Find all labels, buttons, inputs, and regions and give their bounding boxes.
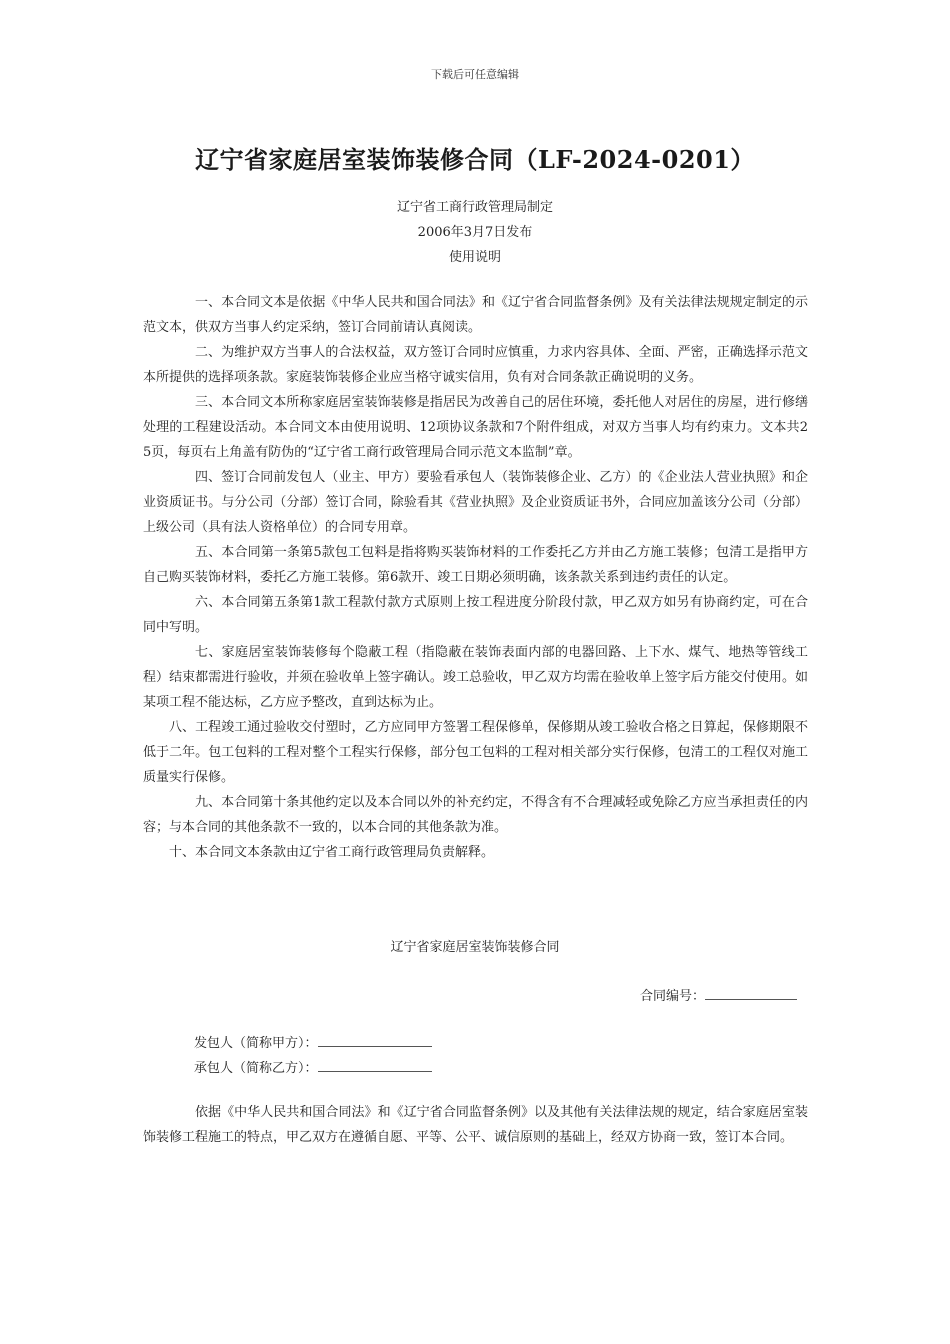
party-a-field [194,1032,432,1051]
contract-heading: 辽宁省家庭居室装饰装修合同 [390,940,560,955]
party-b-label: 承包人（简称乙方）： [194,1061,318,1076]
header-note: 下载后可任意编辑 [431,68,519,81]
party-a-blank[interactable] [318,1034,432,1047]
instruction-paragraph-3: 三、本合同文本所称家庭居室装饰装修是指居民为改善自己的居住环境，委托他人对居住的房屋，进行修缮处理的工程建设活动。本合同文本由使用说明、12项协议条款和7个附件组成，对双方当事人均有约束力。文本共25页，每页右上角盖有防伪的“辽宁省工商行政管理局合同示范文本监制”章。 [143,395,808,460]
instruction-paragraph-5: 五、本合同第一条第5款包工包料是指将购买装饰材料的工作委托乙方并由乙方施工装修；包清工是指甲方自己购买装饰材料，委托乙方施工装修。第6款开、竣工日期必须明确，该条款关系到违约责任的认定。 [143,545,808,585]
publish-date-line: 2006年3月7日发布 [417,225,533,240]
contract-preamble [143,1100,808,1150]
contract-number-field [640,985,797,1004]
party-b-blank[interactable] [318,1059,432,1072]
instruction-paragraph-10: 十、本合同文本条款由辽宁省工商行政管理局负责解释。 [169,845,495,860]
instruction-paragraph-9: 九、本合同第十条其他约定以及本合同以外的补充约定，不得含有不合理减轻或免除乙方应当承担责任的内容；与本合同的其他条款不一致的，以本合同的其他条款为准。 [143,795,808,835]
instruction-paragraph-1: 一、本合同文本是依据《中华人民共和国合同法》和《辽宁省合同监督条例》及有关法律法规规定制定的示范文本，供双方当事人约定采纳，签订合同前请认真阅读。 [143,295,808,335]
issuer-line: 辽宁省工商行政管理局制定 [396,200,553,215]
instruction-paragraph-6: 六、本合同第五条第1款工程款付款方式原则上按工程进度分阶段付款，甲乙双方如另有协商约定，可在合同中写明。 [143,595,808,635]
party-a-label: 发包人（简称甲方）： [194,1036,318,1051]
instruction-paragraph-7: 七、家庭居室装饰装修每个隐蔽工程（指隐蔽在装饰表面内部的电器回路、上下水、煤气、地热等管线工程）结束都需进行验收，并须在验收单上签字确认。竣工总验收，甲乙双方均需在验收单上签字后方能交付使用。如某项工程不能达标，乙方应予整改，直到达标为止。 [143,645,808,710]
contract-number-label: 合同编号： [640,989,706,1004]
instruction-paragraph-4: 四、签订合同前发包人（业主、甲方）要验看承包人（装饰装修企业、乙方）的《企业法人营业执照》和企业资质证书。与分公司（分部）签订合同，除验看其《营业执照》及企业资质证书外，合同应加盖该分公司（分部）上级公司（具有法人资格单位）的合同专用章。 [143,470,808,535]
party-b-field [194,1057,432,1076]
preamble-paragraph: 依据《中华人民共和国合同法》和《辽宁省合同监督条例》以及其他有关法律法规的规定，结合家庭居室装饰装修工程施工的特点，甲乙双方在遵循自愿、平等、公平、诚信原则的基础上，经双方协商一致，签订本合同。 [143,1105,808,1145]
instruction-paragraph-2: 二、为维护双方当事人的合法权益，双方签订合同时应慎重，力求内容具体、全面、严密，正确选择示范文本所提供的选择项条款。家庭装饰装修企业应当格守诚实信用，负有对合同条款正确说明的义务。 [143,345,808,385]
contract-number-blank[interactable] [705,987,797,1000]
document-title: 辽宁省家庭居室装饰装修合同（LF-2024-0201） [195,145,755,174]
usage-instructions [143,290,808,865]
usage-heading: 使用说明 [448,250,501,265]
instruction-paragraph-8: 八、工程竣工通过验收交付塑时，乙方应同甲方签署工程保修单，保修期从竣工验收合格之日算起，保修期限不低于二年。包工包料的工程对整个工程实行保修，部分包工包料的工程对相关部分实行保修，包清工的工程仅对施工质量实行保修。 [143,720,808,785]
